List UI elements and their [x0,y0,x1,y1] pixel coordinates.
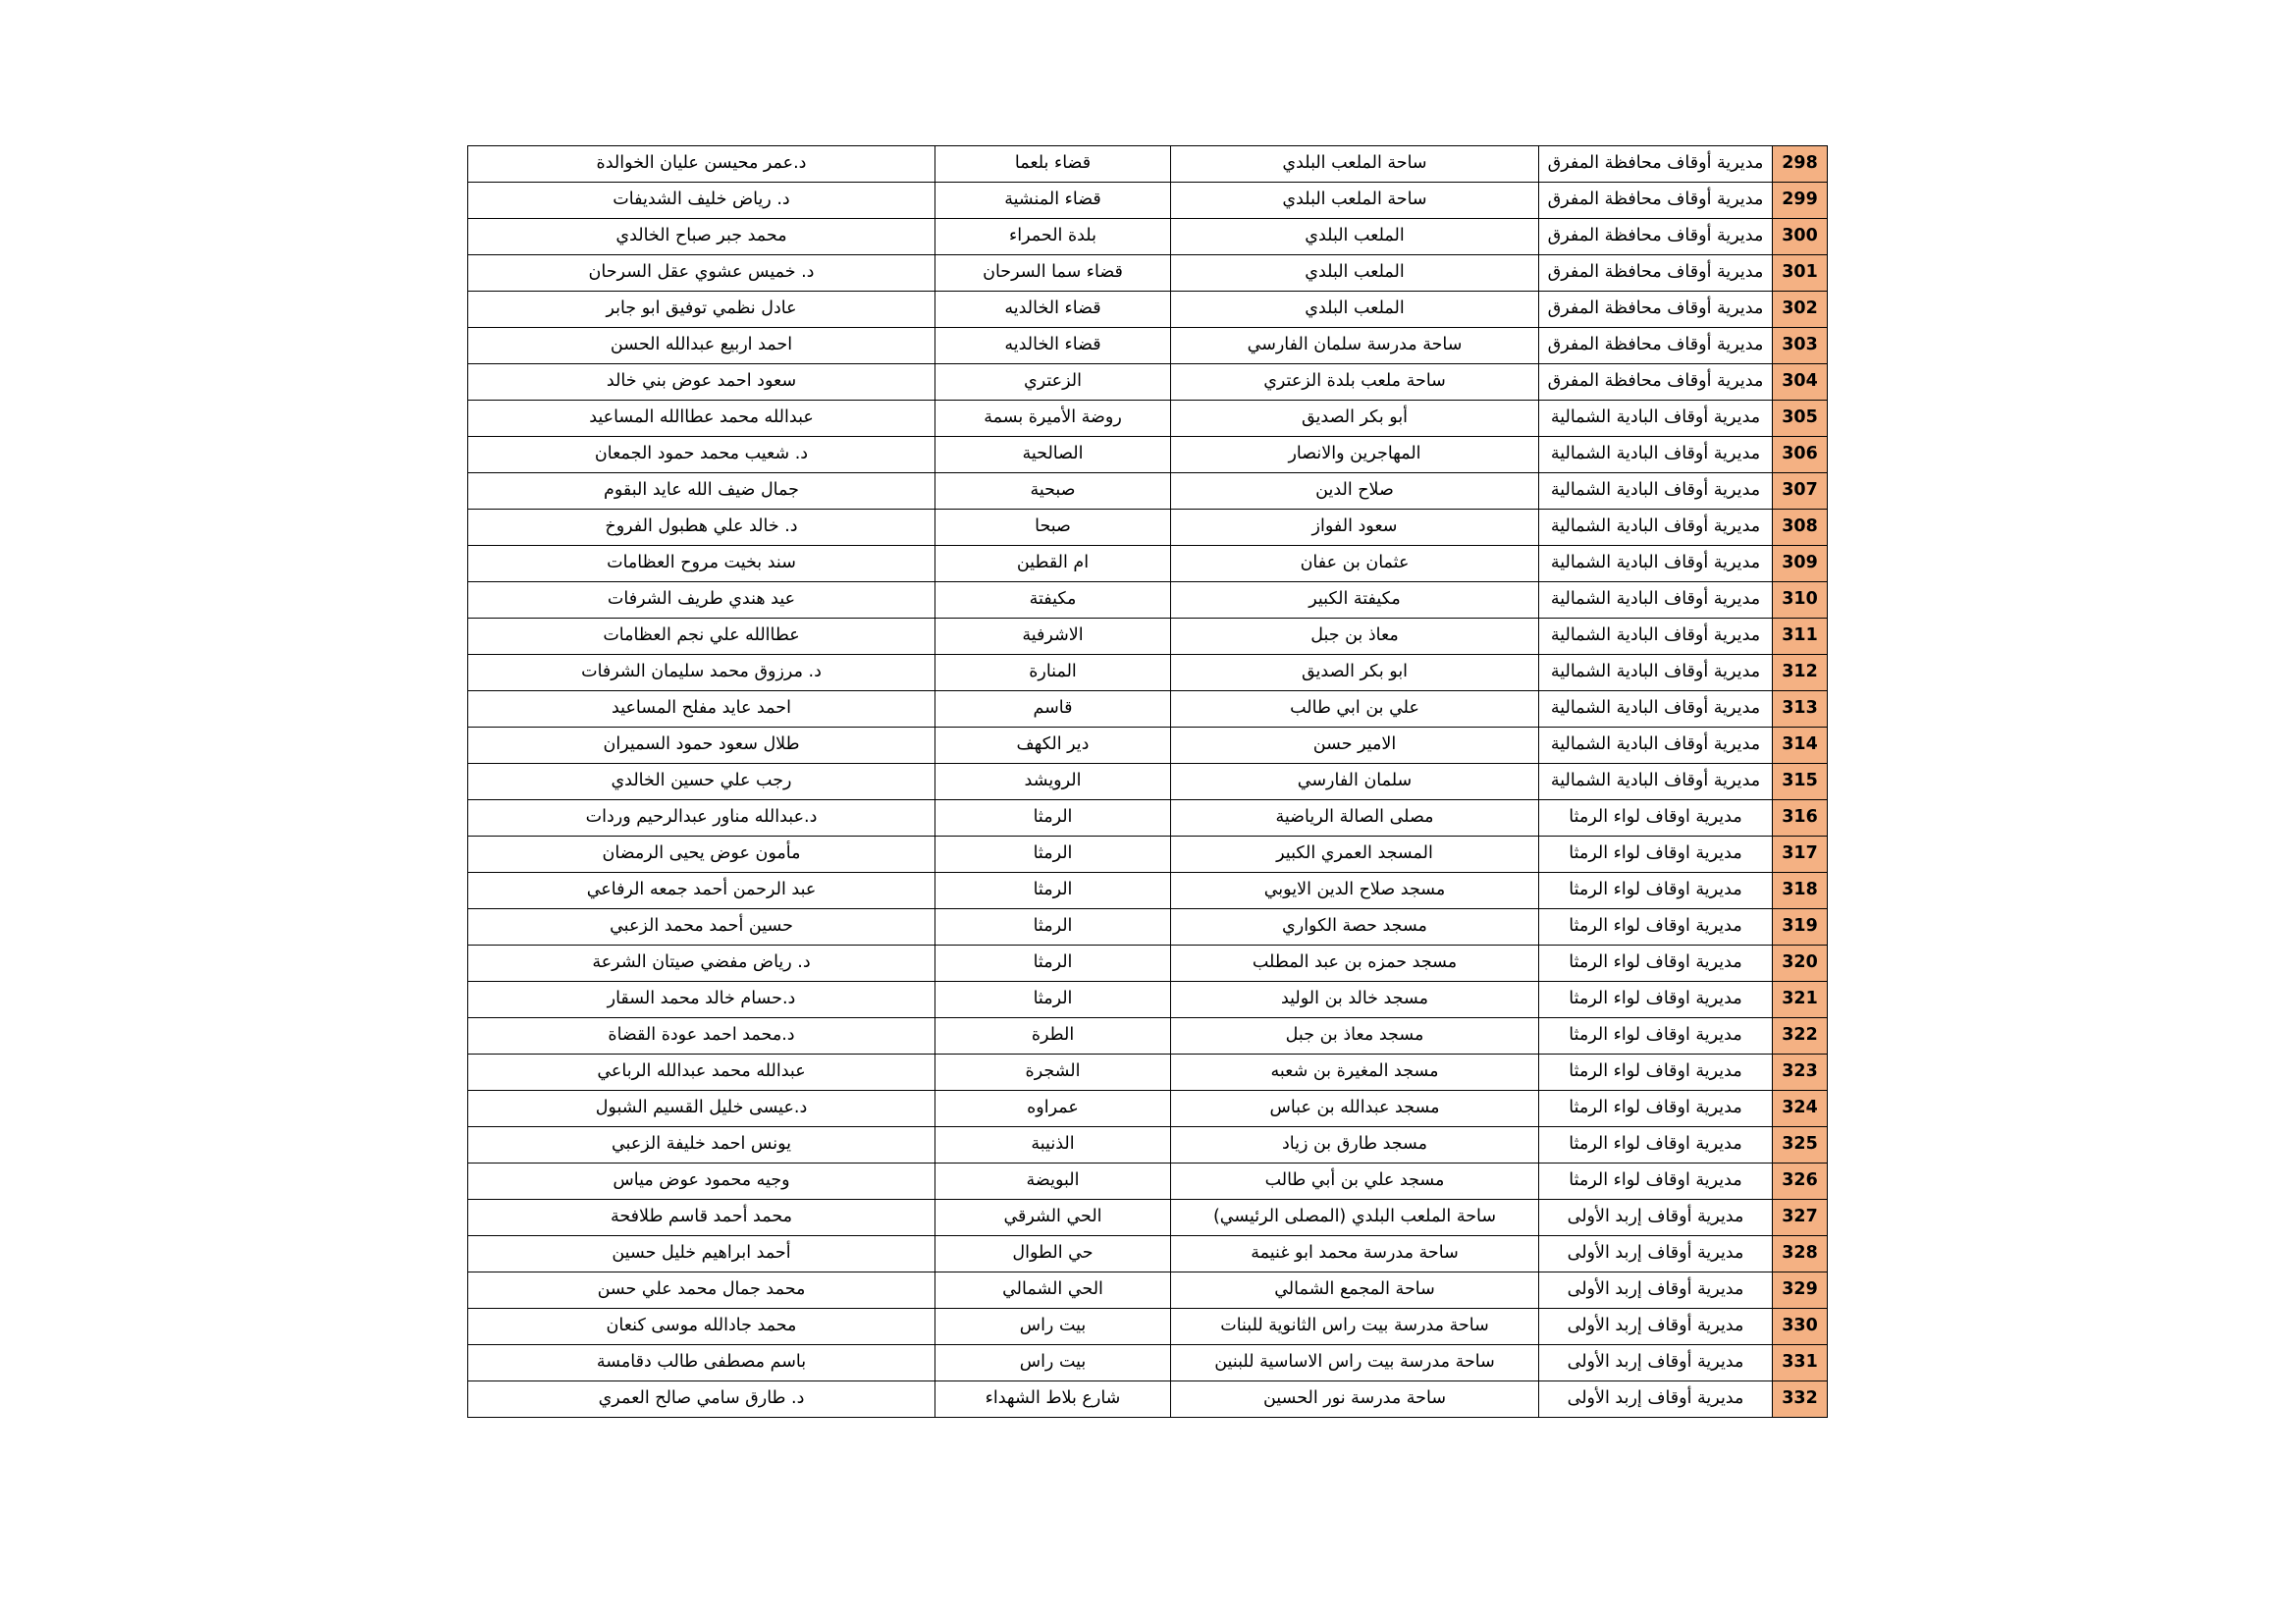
district-cell: قضاء الخالديه [935,292,1171,328]
preacher-name-cell: د. خالد علي هطبول الفروخ [468,510,935,546]
preacher-name-cell: د.حسام خالد محمد السقار [468,982,935,1018]
row-index-cell: 299 [1773,183,1828,219]
preacher-name-cell: أحمد ابراهيم خليل حسين [468,1236,935,1272]
table-row [468,1345,1828,1381]
table-row [468,1200,1828,1236]
table-row [468,728,1828,764]
district-cell: صبحية [935,473,1171,510]
district-cell: روضة الأميرة بسمة [935,401,1171,437]
table-row [468,982,1828,1018]
table-row [468,1018,1828,1055]
location-cell: ساحة ملعب بلدة الزعتري [1171,364,1539,401]
district-cell: الصالحية [935,437,1171,473]
district-cell: الرمثا [935,982,1171,1018]
table-row [468,510,1828,546]
directorate-cell: مديرية أوقاف إربد الأولى [1539,1236,1773,1272]
row-index-cell: 305 [1773,401,1828,437]
location-cell: أبو بكر الصديق [1171,401,1539,437]
preacher-name-cell: عبدالله محمد عبدالله الرباعي [468,1055,935,1091]
listing-table [467,145,1828,1418]
district-cell: البويضة [935,1164,1171,1200]
district-cell: بلدة الحمراء [935,219,1171,255]
table-row [468,183,1828,219]
row-index-cell: 309 [1773,546,1828,582]
preacher-name-cell: د. خميس عشوي عقل السرحان [468,255,935,292]
location-cell: ساحة مدرسة نور الحسين [1171,1381,1539,1418]
table-row [468,546,1828,582]
row-index-cell: 315 [1773,764,1828,800]
row-index-cell: 322 [1773,1018,1828,1055]
location-cell: المهاجرين والانصار [1171,437,1539,473]
preacher-name-cell: د.عبدالله مناور عبدالرحيم وردات [468,800,935,837]
district-cell: قاسم [935,691,1171,728]
table-row [468,873,1828,909]
location-cell: ساحة مدرسة سلمان الفارسي [1171,328,1539,364]
preacher-name-cell: د.عيسى خليل القسيم الشبول [468,1091,935,1127]
directorate-cell: مديرية أوقاف محافظة المفرق [1539,292,1773,328]
preacher-name-cell: د.عمر محيسن عليان الخوالدة [468,146,935,183]
location-cell: مسجد عبدالله بن عباس [1171,1091,1539,1127]
district-cell: الاشرفية [935,619,1171,655]
row-index-cell: 327 [1773,1200,1828,1236]
row-index-cell: 304 [1773,364,1828,401]
table-row [468,909,1828,946]
district-cell: الرمثا [935,909,1171,946]
directorate-cell: مديرية أوقاف محافظة المفرق [1539,255,1773,292]
row-index-cell: 298 [1773,146,1828,183]
table-row [468,1055,1828,1091]
directorate-cell: مديرية أوقاف إربد الأولى [1539,1200,1773,1236]
district-cell: الرمثا [935,800,1171,837]
location-cell: ساحة الملعب البلدي [1171,183,1539,219]
preacher-name-cell: وجيه محمود عوض مياس [468,1164,935,1200]
directorate-cell: مديرية أوقاف البادية الشمالية [1539,437,1773,473]
preacher-name-cell: باسم مصطفى طالب دقامسة [468,1345,935,1381]
table-row [468,1127,1828,1164]
directorate-cell: مديرية أوقاف محافظة المفرق [1539,328,1773,364]
row-index-cell: 302 [1773,292,1828,328]
listing-table-container [468,145,1828,1418]
row-index-cell: 312 [1773,655,1828,691]
row-index-cell: 318 [1773,873,1828,909]
location-cell: ساحة الملعب البلدي [1171,146,1539,183]
directorate-cell: مديرية أوقاف البادية الشمالية [1539,546,1773,582]
directorate-cell: مديرية أوقاف محافظة المفرق [1539,364,1773,401]
directorate-cell: مديرية أوقاف محافظة المفرق [1539,183,1773,219]
directorate-cell: مديرية أوقاف البادية الشمالية [1539,691,1773,728]
district-cell: قضاء بلعما [935,146,1171,183]
preacher-name-cell: عيد هندي طريف الشرفات [468,582,935,619]
directorate-cell: مديرية اوقاف لواء الرمثا [1539,837,1773,873]
location-cell: مسجد طارق بن زياد [1171,1127,1539,1164]
location-cell: مكيفتة الكبير [1171,582,1539,619]
row-index-cell: 308 [1773,510,1828,546]
directorate-cell: مديرية اوقاف لواء الرمثا [1539,1127,1773,1164]
district-cell: الرمثا [935,837,1171,873]
row-index-cell: 306 [1773,437,1828,473]
district-cell: الحي الشمالي [935,1272,1171,1309]
location-cell: المسجد العمري الكبير [1171,837,1539,873]
location-cell: الملعب البلدي [1171,292,1539,328]
directorate-cell: مديرية أوقاف إربد الأولى [1539,1309,1773,1345]
preacher-name-cell: محمد جمال محمد علي حسن [468,1272,935,1309]
location-cell: عثمان بن عفان [1171,546,1539,582]
table-row [468,1091,1828,1127]
preacher-name-cell: احمد عايد مفلح المساعيد [468,691,935,728]
preacher-name-cell: طلال سعود حمود السميران [468,728,935,764]
district-cell: الحي الشرقي [935,1200,1171,1236]
preacher-name-cell: عطاالله علي نجم العظامات [468,619,935,655]
directorate-cell: مديرية أوقاف محافظة المفرق [1539,146,1773,183]
location-cell: ساحة المجمع الشمالي [1171,1272,1539,1309]
preacher-name-cell: رجب علي حسين الخالدي [468,764,935,800]
location-cell: ساحة الملعب البلدي (المصلى الرئيسي) [1171,1200,1539,1236]
location-cell: مصلى الصالة الرياضية [1171,800,1539,837]
location-cell: ابو بكر الصديق [1171,655,1539,691]
row-index-cell: 323 [1773,1055,1828,1091]
row-index-cell: 329 [1773,1272,1828,1309]
district-cell: قضاء المنشية [935,183,1171,219]
district-cell: دير الكهف [935,728,1171,764]
preacher-name-cell: د. رياض خليف الشديفات [468,183,935,219]
table-row [468,619,1828,655]
directorate-cell: مديرية أوقاف إربد الأولى [1539,1345,1773,1381]
location-cell: مسجد صلاح الدين الايوبي [1171,873,1539,909]
preacher-name-cell: سند بخيت مروح العظامات [468,546,935,582]
directorate-cell: مديرية اوقاف لواء الرمثا [1539,800,1773,837]
directorate-cell: مديرية أوقاف البادية الشمالية [1539,764,1773,800]
location-cell: ساحة مدرسة بيت راس الثانوية للبنات [1171,1309,1539,1345]
row-index-cell: 310 [1773,582,1828,619]
location-cell: سلمان الفارسي [1171,764,1539,800]
table-row [468,837,1828,873]
district-cell: صبحا [935,510,1171,546]
table-row [468,764,1828,800]
table-row [468,655,1828,691]
directorate-cell: مديرية أوقاف البادية الشمالية [1539,582,1773,619]
preacher-name-cell: د. رياض مفضي صيتان الشرعة [468,946,935,982]
preacher-name-cell: عبد الرحمن أحمد جمعه الرفاعي [468,873,935,909]
table-row [468,146,1828,183]
directorate-cell: مديرية اوقاف لواء الرمثا [1539,1055,1773,1091]
preacher-name-cell: د. شعيب محمد حمود الجمعان [468,437,935,473]
district-cell: الرويشد [935,764,1171,800]
row-index-cell: 321 [1773,982,1828,1018]
district-cell: المنارة [935,655,1171,691]
directorate-cell: مديرية اوقاف لواء الرمثا [1539,1164,1773,1200]
preacher-name-cell: محمد جادالله موسى كنعان [468,1309,935,1345]
location-cell: مسجد علي بن أبي طالب [1171,1164,1539,1200]
location-cell: ساحة مدرسة بيت راس الاساسية للبنين [1171,1345,1539,1381]
directorate-cell: مديرية أوقاف البادية الشمالية [1539,728,1773,764]
directorate-cell: مديرية أوقاف إربد الأولى [1539,1272,1773,1309]
directorate-cell: مديرية أوقاف محافظة المفرق [1539,219,1773,255]
district-cell: ام القطين [935,546,1171,582]
table-row [468,1381,1828,1418]
preacher-name-cell: مأمون عوض يحيى الرمضان [468,837,935,873]
district-cell: مكيفتة [935,582,1171,619]
row-index-cell: 300 [1773,219,1828,255]
table-row [468,364,1828,401]
preacher-name-cell: حسين أحمد محمد الزعبي [468,909,935,946]
district-cell: الرمثا [935,946,1171,982]
table-row [468,946,1828,982]
row-index-cell: 320 [1773,946,1828,982]
preacher-name-cell: د. طارق سامي صالح العمري [468,1381,935,1418]
preacher-name-cell: د. مرزوق محمد سليمان الشرفات [468,655,935,691]
district-cell: حي الطوال [935,1236,1171,1272]
district-cell: الزعتري [935,364,1171,401]
location-cell: علي بن ابي طالب [1171,691,1539,728]
location-cell: مسجد حمزه بن عبد المطلب [1171,946,1539,982]
directorate-cell: مديرية أوقاف البادية الشمالية [1539,473,1773,510]
row-index-cell: 301 [1773,255,1828,292]
table-row [468,328,1828,364]
location-cell: مسجد معاذ بن جبل [1171,1018,1539,1055]
district-cell: الشجرة [935,1055,1171,1091]
location-cell: مسجد حصة الكواري [1171,909,1539,946]
row-index-cell: 314 [1773,728,1828,764]
preacher-name-cell: محمد جبر صباح الخالدي [468,219,935,255]
district-cell: قضاء الخالديه [935,328,1171,364]
table-row [468,473,1828,510]
row-index-cell: 316 [1773,800,1828,837]
district-cell: شارع بلاط الشهداء [935,1381,1171,1418]
row-index-cell: 331 [1773,1345,1828,1381]
row-index-cell: 307 [1773,473,1828,510]
row-index-cell: 317 [1773,837,1828,873]
directorate-cell: مديرية أوقاف البادية الشمالية [1539,619,1773,655]
directorate-cell: مديرية اوقاف لواء الرمثا [1539,1018,1773,1055]
directorate-cell: مديرية اوقاف لواء الرمثا [1539,909,1773,946]
table-row [468,1236,1828,1272]
location-cell: الملعب البلدي [1171,219,1539,255]
table-row [468,582,1828,619]
row-index-cell: 303 [1773,328,1828,364]
preacher-name-cell: جمال ضيف الله عايد البقوم [468,473,935,510]
table-row [468,1309,1828,1345]
location-cell: ساحة مدرسة محمد ابو غنيمة [1171,1236,1539,1272]
table-row [468,1272,1828,1309]
row-index-cell: 332 [1773,1381,1828,1418]
directorate-cell: مديرية اوقاف لواء الرمثا [1539,1091,1773,1127]
row-index-cell: 330 [1773,1309,1828,1345]
district-cell: الطرة [935,1018,1171,1055]
location-cell: سعود الفواز [1171,510,1539,546]
directorate-cell: مديرية أوقاف البادية الشمالية [1539,401,1773,437]
preacher-name-cell: احمد اربيع عبدالله الحسن [468,328,935,364]
row-index-cell: 325 [1773,1127,1828,1164]
directorate-cell: مديرية اوقاف لواء الرمثا [1539,946,1773,982]
district-cell: بيت راس [935,1345,1171,1381]
table-row [468,800,1828,837]
location-cell: مسجد خالد بن الوليد [1171,982,1539,1018]
row-index-cell: 324 [1773,1091,1828,1127]
preacher-name-cell: سعود احمد عوض بني خالد [468,364,935,401]
directorate-cell: مديرية اوقاف لواء الرمثا [1539,873,1773,909]
directorate-cell: مديرية اوقاف لواء الرمثا [1539,982,1773,1018]
directorate-cell: مديرية أوقاف البادية الشمالية [1539,510,1773,546]
preacher-name-cell: محمد أحمد قاسم طلافحة [468,1200,935,1236]
location-cell: معاذ بن جبل [1171,619,1539,655]
table-row [468,1164,1828,1200]
row-index-cell: 313 [1773,691,1828,728]
district-cell: الذنيبة [935,1127,1171,1164]
district-cell: بيت راس [935,1309,1171,1345]
table-row [468,255,1828,292]
row-index-cell: 328 [1773,1236,1828,1272]
location-cell: صلاح الدين [1171,473,1539,510]
location-cell: مسجد المغيرة بن شعبه [1171,1055,1539,1091]
table-row [468,292,1828,328]
row-index-cell: 326 [1773,1164,1828,1200]
district-cell: عمراوه [935,1091,1171,1127]
location-cell: الملعب البلدي [1171,255,1539,292]
preacher-name-cell: يونس احمد خليفة الزعبي [468,1127,935,1164]
preacher-name-cell: عبدالله محمد عطاالله المساعيد [468,401,935,437]
preacher-name-cell: د.محمد احمد عودة القضاة [468,1018,935,1055]
row-index-cell: 311 [1773,619,1828,655]
district-cell: الرمثا [935,873,1171,909]
directorate-cell: مديرية أوقاف إربد الأولى [1539,1381,1773,1418]
directorate-cell: مديرية أوقاف البادية الشمالية [1539,655,1773,691]
table-row [468,401,1828,437]
table-row [468,691,1828,728]
preacher-name-cell: عادل نظمي توفيق ابو جابر [468,292,935,328]
listing-table-body [468,146,1828,1418]
table-row [468,437,1828,473]
district-cell: قضاء سما السرحان [935,255,1171,292]
table-row [468,219,1828,255]
row-index-cell: 319 [1773,909,1828,946]
location-cell: الامير حسن [1171,728,1539,764]
